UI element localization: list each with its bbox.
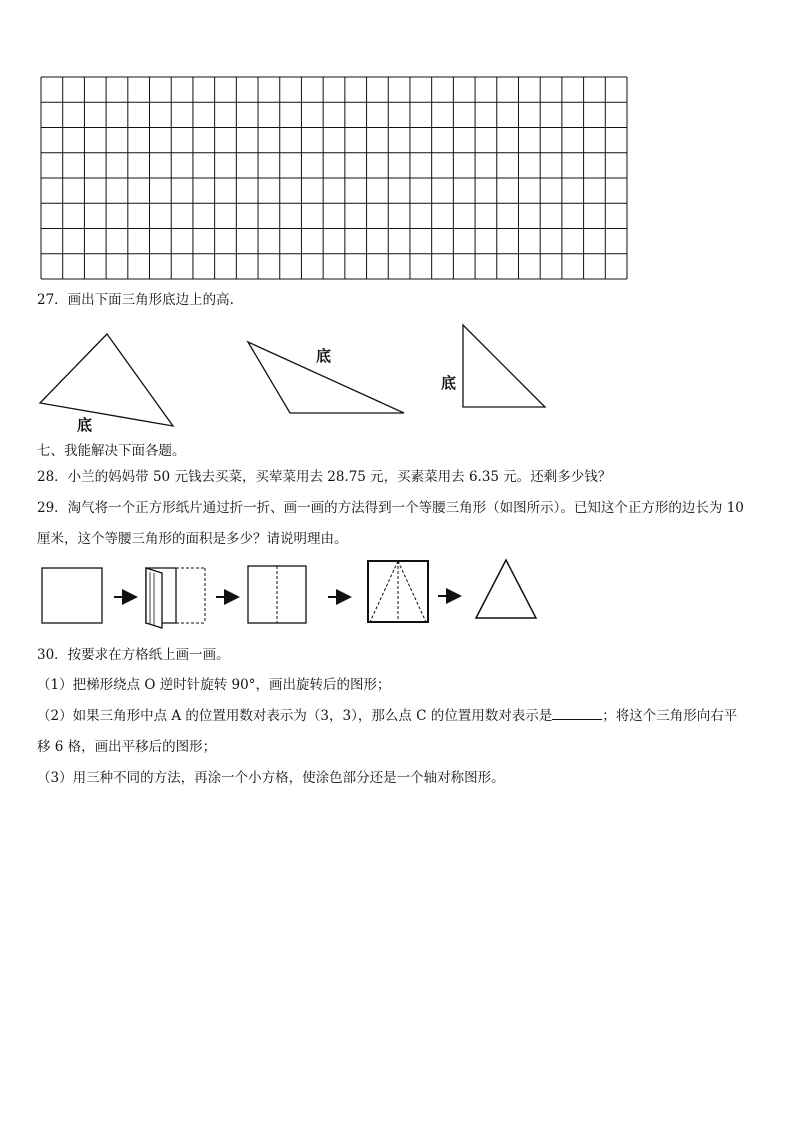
answer-blank[interactable] [552, 707, 602, 720]
question-30-part1: （1）把梯形绕点 O 逆时针旋转 90°，画出旋转后的图形； [37, 677, 391, 693]
question-27: 27．画出下面三角形底边上的高. [37, 292, 234, 308]
question-30-part2-cont: 移 6 格，画出平移后的图形； [37, 739, 217, 755]
square-paper [42, 568, 102, 623]
section-7-title: 七、我能解决下面各题。 [37, 443, 186, 459]
base-label-3: 底 [441, 374, 457, 392]
isosceles-triangle [476, 560, 536, 618]
base-label-1: 底 [77, 416, 93, 434]
question-29-line1: 29．淘气将一个正方形纸片通过折一折、画一画的方法得到一个等腰三角形（如图所示）。已知这个正方形的边长为 10 [37, 500, 744, 516]
folding-paper [146, 568, 205, 628]
creased-paper [248, 566, 306, 623]
question-28: 28．小兰的妈妈带 50 元钱去买菜，买荤菜用去 28.75 元，买素菜用去 6.35 元。还剩多少钱？ [37, 469, 612, 485]
question-30-part2 [37, 707, 737, 725]
question-30-part2-tail: ；将这个三角形向右平 [602, 708, 738, 724]
question-30-part3: （3）用三种不同的方法，再涂一个小方格，使涂色部分还是一个轴对称图形。 [37, 770, 505, 786]
question-30: 30．按要求在方格纸上画一画。 [37, 647, 230, 663]
question-29-line2: 厘米，这个等腰三角形的面积是多少？请说明理由。 [37, 531, 348, 547]
question-30-part2-text: （2）如果三角形中点 A 的位置用数对表示为（3，3），那么点 C 的位置用数对表示是 [37, 708, 553, 724]
base-label-2: 底 [316, 347, 332, 365]
